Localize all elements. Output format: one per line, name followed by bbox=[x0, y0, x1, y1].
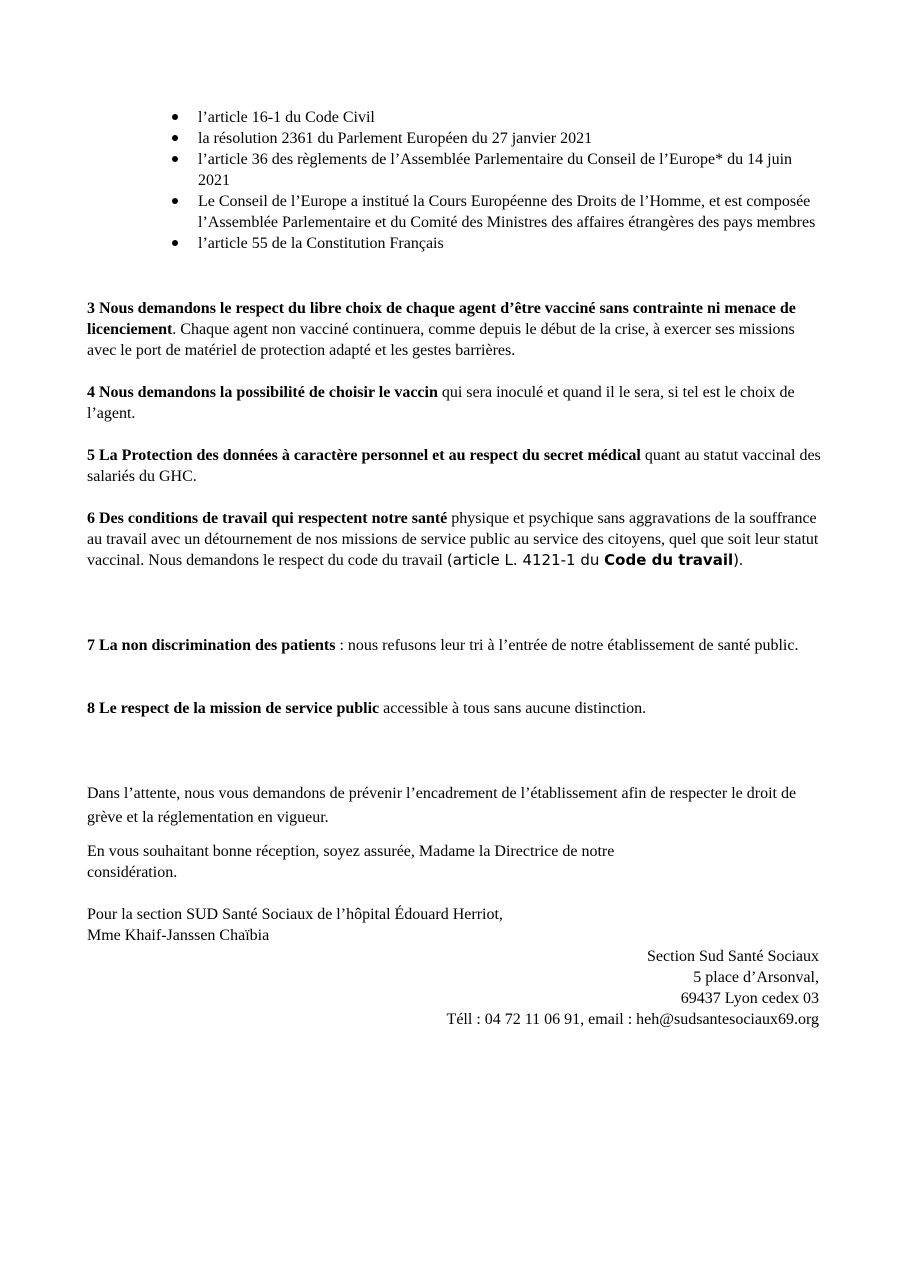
list-item: l’article 55 de la Constitution Français bbox=[0, 233, 820, 254]
signature-name: Mme Khaif-Janssen Chaïbia bbox=[87, 927, 270, 944]
legal-references-list bbox=[0, 107, 906, 254]
demand-paragraph-3: 3 Nous demandons le respect du libre choix de chaque agent d’être vacciné sans contrainte ni menace de licenciement. Chaque agent non vacciné continuera, comme depuis le début de la crise, à exercer ses missions avec le port de matériel de protection adapté et les gestes barrières. bbox=[87, 300, 796, 359]
signature-line-1: Pour la section SUD Santé Sociaux de l’hôpital Édouard Herriot, bbox=[87, 906, 503, 923]
regards-paragraph: En vous souhaitant bonne réception, soyez assurée, Madame la Directrice de notre considération. bbox=[87, 843, 615, 881]
closing-paragraph: Dans l’attente, nous vous demandons de prévenir l’encadrement de l’établissement afin de respecter le droit de grève et la réglementation en vigueur. bbox=[87, 785, 797, 826]
bullet-icon bbox=[172, 240, 178, 246]
list-item: l’article 16-1 du Code Civil bbox=[0, 107, 820, 128]
demand-paragraph-4: 4 Nous demandons la possibilité de choisir le vaccin qui sera inoculé et quand il le sera, si tel est le choix de l’agent. bbox=[87, 384, 795, 422]
list-item: Le Conseil de l’Europe a institué la Cours Européenne des Droits de l’Homme, et est composée l’Assemblée Parlementaire et du Comité des Ministres des affaires étrangères des pays membres bbox=[0, 191, 820, 233]
bullet-icon bbox=[172, 156, 178, 162]
list-item: la résolution 2361 du Parlement Européen du 27 janvier 2021 bbox=[0, 128, 820, 149]
bullet-icon bbox=[172, 114, 178, 120]
demand-paragraph-7: 7 La non discrimination des patients : nous refusons leur tri à l’entrée de notre établissement de santé public. bbox=[87, 637, 799, 654]
demand-paragraph-6: 6 Des conditions de travail qui respectent notre santé physique et psychique sans aggravations de la souffrance au travail avec un détournement de nos missions de service public au service des citoyens, quel que soit leur statut vaccinal. Nous demandons le respect du code du travail (article L. 4121-1 du Code du travail). bbox=[87, 510, 819, 569]
bullet-icon bbox=[172, 135, 178, 141]
bullet-icon bbox=[172, 198, 178, 204]
demand-paragraph-8: 8 Le respect de la mission de service public accessible à tous sans aucune distinction. bbox=[87, 700, 647, 717]
address-line-street: 5 place d’Arsonval, bbox=[693, 969, 819, 986]
list-item: l’article 36 des règlements de l’Assemblée Parlementaire du Conseil de l’Europe* du 14 juin 2021 bbox=[0, 149, 820, 191]
address-line-city: 69437 Lyon cedex 03 bbox=[680, 990, 819, 1007]
address-line-section: Section Sud Santé Sociaux bbox=[647, 948, 819, 965]
address-line-contact: Téll : 04 72 11 06 91, email : heh@sudsantesociaux69.org bbox=[446, 1011, 819, 1028]
demand-paragraph-5: 5 La Protection des données à caractère personnel et au respect du secret médical quant au statut vaccinal des salariés du GHC. bbox=[87, 447, 821, 485]
